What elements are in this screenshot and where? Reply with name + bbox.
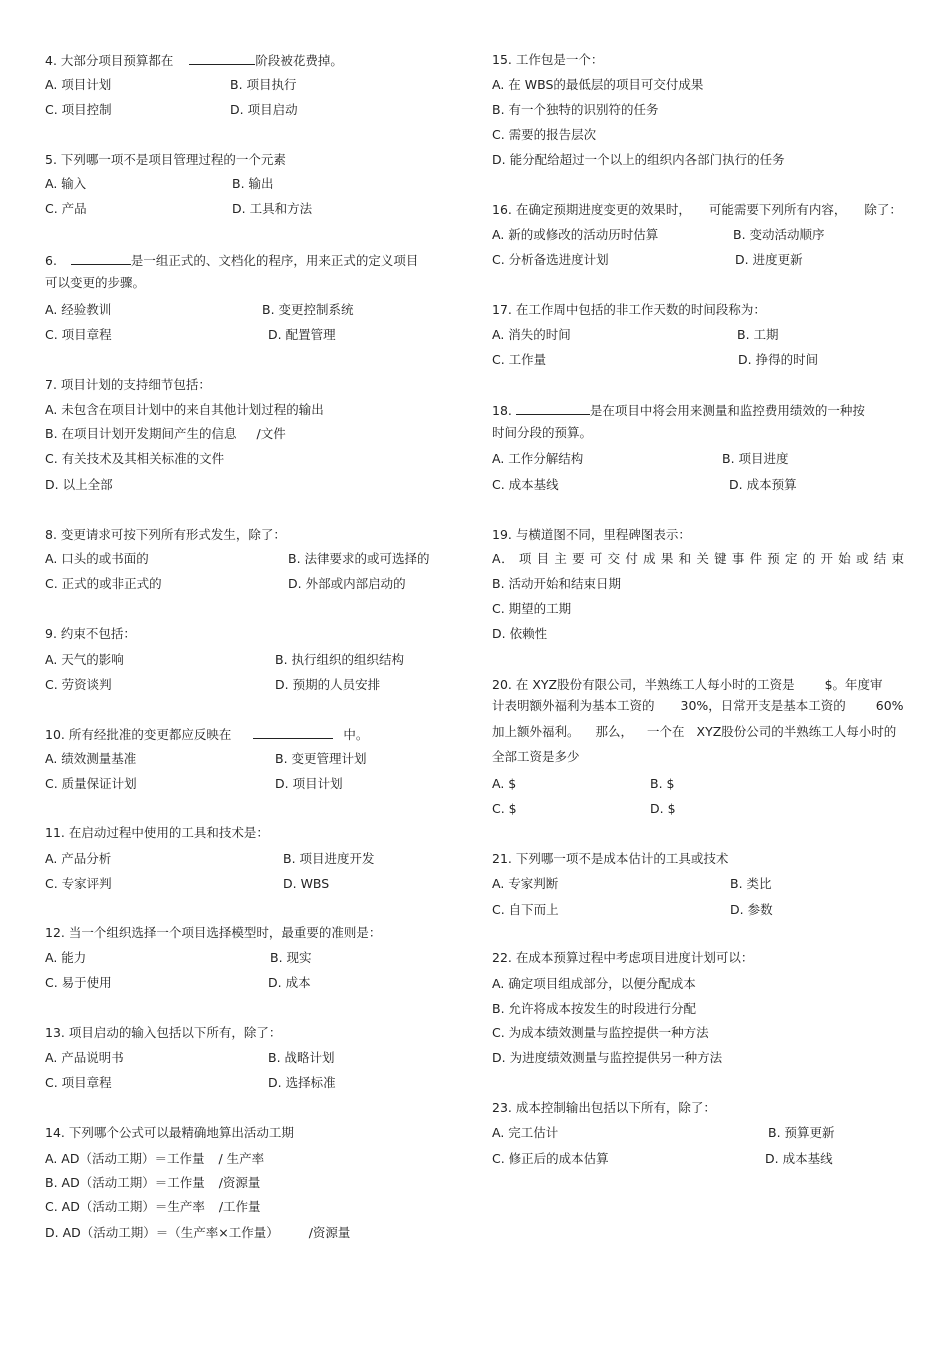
q21-stem: 21. 下列哪一项不是成本估计的工具或技术 — [492, 851, 729, 866]
q13-option-d: D. 选择标准 — [268, 1075, 336, 1090]
q23-option-d: D. 成本基线 — [765, 1151, 833, 1166]
q20-stem-line2-c: 60% — [875, 698, 904, 713]
q8-option-d: D. 外部或内部启动的 — [288, 576, 406, 591]
q6-blank — [71, 252, 131, 265]
q16-option-c: C. 分析备选进度计划 — [492, 252, 609, 267]
q14-option-b-suffix: /资源量 — [218, 1175, 261, 1190]
q12-stem: 12. 当一个组织选择一个项目选择模型时，最重要的准则是： — [45, 925, 382, 940]
q15-option-d: D. 能分配给超过一个以上的组织内各部门执行的任务 — [492, 152, 785, 167]
q6-stem-post: 是一组正式的、文档化的程序，用来正式的定义项目 — [130, 253, 419, 268]
q14-option-d — [45, 1225, 350, 1241]
q10-option-a: A. 绩效测量基准 — [45, 751, 137, 766]
q20-stem-line1-a: 20. 在 XYZ股份有限公司，半熟练工人每小时的工资是 — [492, 677, 795, 692]
q9-option-d: D. 预期的人员安排 — [275, 677, 381, 692]
q14-option-a-text: A. AD（活动工期）＝工作量 — [45, 1151, 205, 1166]
q10-blank — [253, 726, 333, 739]
q21-option-d: D. 参数 — [730, 902, 773, 917]
q14-option-c-suffix: /工作量 — [218, 1199, 261, 1214]
q17-option-c: C. 工作量 — [492, 352, 547, 367]
q7-option-b-suffix: /文件 — [256, 426, 286, 441]
q13-option-a: A. 产品说明书 — [45, 1050, 124, 1065]
q6-stem — [45, 252, 418, 269]
q16-stem — [492, 202, 902, 218]
q8-stem: 8. 变更请求可按下列所有形式发生，除了： — [45, 527, 286, 542]
q11-option-b: B. 项目进度开发 — [283, 851, 375, 866]
q5-option-b: B. 输出 — [232, 176, 274, 191]
q7-option-c: C. 有关技术及其相关标准的文件 — [45, 451, 225, 466]
q4-option-b: B. 项目执行 — [230, 77, 297, 92]
q15-option-b: B. 有一个独特的识别符的任务 — [492, 102, 659, 117]
q20-stem-line2-b: 30%，日常开支是基本工资的 — [680, 698, 846, 713]
q20-stem-line2 — [492, 698, 904, 714]
q5-option-a: A. 输入 — [45, 176, 87, 191]
q18-stem — [492, 402, 865, 419]
q10-stem — [45, 726, 368, 743]
q12-option-a: A. 能力 — [45, 950, 87, 965]
q10-option-c: C. 质量保证计划 — [45, 776, 137, 791]
q6-stem-pre: 6. — [45, 253, 57, 268]
q17-option-d: D. 挣得的时间 — [738, 352, 819, 367]
q11-option-a: A. 产品分析 — [45, 851, 112, 866]
q14-option-a — [45, 1151, 264, 1167]
q14-option-b — [45, 1175, 260, 1191]
q7-option-d: D. 以上全部 — [45, 477, 113, 492]
q16-stem-part2: 可能需要下列所有内容， — [708, 202, 847, 217]
q11-option-c: C. 专家评判 — [45, 876, 112, 891]
q18-option-c: C. 成本基线 — [492, 477, 559, 492]
q20-option-d: D. $ — [650, 801, 676, 816]
q19-option-a: A． 项 目 主 要 可 交 付 成 果 和 关 键 事 件 预 定 的 开 始 或 结 束 — [492, 551, 904, 566]
q14-option-d-suffix: /资源量 — [308, 1225, 351, 1240]
q6-option-b: B. 变更控制系统 — [262, 302, 354, 317]
q22-option-c: C. 为成本绩效测量与监控提供一种方法 — [492, 1025, 709, 1040]
q18-blank — [516, 402, 590, 415]
q21-option-c: C. 自下而上 — [492, 902, 559, 917]
q5-option-d: D. 工具和方法 — [232, 201, 313, 216]
q7-option-a: A. 未包含在项目计划中的来自其他计划过程的输出 — [45, 402, 324, 417]
q10-option-d: D. 项目计划 — [275, 776, 343, 791]
q16-stem-part3: 除了： — [864, 202, 902, 217]
q23-option-c: C. 修正后的成本估算 — [492, 1151, 609, 1166]
q6-option-a: A. 经验教训 — [45, 302, 112, 317]
q11-option-d: D. WBS — [283, 876, 330, 891]
q14-option-c-text: C. AD（活动工期）＝生产率 — [45, 1199, 205, 1214]
q8-option-c: C. 正式的或非正式的 — [45, 576, 162, 591]
q19-option-b: B. 活动开始和结束日期 — [492, 576, 622, 591]
q20-stem-line3-b: 那么， — [595, 724, 634, 739]
q9-option-a: A. 天气的影响 — [45, 652, 124, 667]
q4-blank — [189, 52, 255, 65]
q23-option-a: A. 完工估计 — [492, 1125, 559, 1140]
q4-stem — [45, 52, 343, 69]
q14-option-b-text: B. AD（活动工期）＝工作量 — [45, 1175, 205, 1190]
q20-stem-line3-d: XYZ股份公司的半熟练工人每小时的 — [696, 724, 897, 739]
q10-stem-pre: 10. 所有经批准的变更都应反映在 — [45, 727, 232, 742]
q17-stem: 17. 在工作周中包括的非工作天数的时间段称为： — [492, 302, 766, 317]
q8-option-a: A. 口头的或书面的 — [45, 551, 149, 566]
q10-option-b: B. 变更管理计划 — [275, 751, 367, 766]
q18-option-a: A. 工作分解结构 — [492, 451, 584, 466]
q12-option-d: D. 成本 — [268, 975, 311, 990]
q12-option-b: B. 现实 — [270, 950, 312, 965]
q15-option-a: A. 在 WBS的最低层的项目可交付成果 — [492, 77, 704, 92]
q23-stem: 23. 成本控制输出包括以下所有，除了： — [492, 1100, 716, 1115]
q20-stem-line1-b: $。年度审 — [824, 677, 883, 692]
q18-option-d: D. 成本预算 — [729, 477, 797, 492]
q7-option-b-text: B. 在项目计划开发期间产生的信息 — [45, 426, 237, 441]
q10-stem-post: 中。 — [343, 727, 369, 742]
q5-stem: 5. 下列哪一项不是项目管理过程的一个元素 — [45, 152, 286, 167]
q14-option-a-suffix: / 生产率 — [218, 1151, 265, 1166]
q20-stem-line1 — [492, 677, 883, 693]
q14-stem: 14. 下列哪个公式可以最精确地算出活动工期 — [45, 1125, 294, 1140]
q15-stem: 15. 工作包是一个： — [492, 52, 604, 67]
q6-option-c: C. 项目章程 — [45, 327, 112, 342]
q18-option-b: B. 项目进度 — [722, 451, 789, 466]
q4-option-a: A. 项目计划 — [45, 77, 112, 92]
q20-stem-line3 — [492, 724, 896, 740]
q13-option-b: B. 战略计划 — [268, 1050, 335, 1065]
q20-option-b: B. $ — [650, 776, 675, 791]
q9-option-b: B. 执行组织的组织结构 — [275, 652, 405, 667]
q8-option-b: B. 法律要求的或可选择的 — [288, 551, 430, 566]
q6-stem-continued: 可以变更的步骤。 — [45, 275, 146, 290]
q23-option-b: B. 预算更新 — [768, 1125, 835, 1140]
q16-option-b: B. 变动活动顺序 — [733, 227, 825, 242]
q13-stem: 13. 项目启动的输入包括以下所有，除了： — [45, 1025, 282, 1040]
q18-stem-continued: 时间分段的预算。 — [492, 425, 593, 440]
q15-option-c: C. 需要的报告层次 — [492, 127, 597, 142]
q5-option-c: C. 产品 — [45, 201, 87, 216]
q4-stem-pre: 4. 大部分项目预算都在 — [45, 53, 174, 68]
q20-option-c: C. $ — [492, 801, 517, 816]
q13-option-c: C. 项目章程 — [45, 1075, 112, 1090]
q20-stem-line3-c: 一个在 — [647, 724, 685, 739]
q11-stem: 11. 在启动过程中使用的工具和技术是： — [45, 825, 269, 840]
q7-stem: 7. 项目计划的支持细节包括： — [45, 377, 211, 392]
q20-stem-line4: 全部工资是多少 — [492, 749, 580, 764]
q4-option-d: D. 项目启动 — [230, 102, 298, 117]
q16-option-d: D. 进度更新 — [735, 252, 803, 267]
q21-option-a: A. 专家判断 — [492, 876, 559, 891]
q16-stem-part1: 16. 在确定预期进度变更的效果时， — [492, 202, 691, 217]
q17-option-b: B. 工期 — [737, 327, 779, 342]
q22-option-d: D. 为进度绩效测量与监控提供另一种方法 — [492, 1050, 723, 1065]
q7-option-b — [45, 426, 286, 442]
q19-option-d: D. 依赖性 — [492, 626, 548, 641]
q20-stem-line3-a: 加上额外福利。 — [492, 724, 580, 739]
q9-option-c: C. 劳资谈判 — [45, 677, 112, 692]
q20-option-a: A. $ — [492, 776, 517, 791]
q19-stem: 19. 与横道图不同，里程碑图表示： — [492, 527, 691, 542]
q18-stem-pre: 18. — [492, 403, 512, 418]
q22-option-a: A. 确定项目组成部分，以便分配成本 — [492, 976, 696, 991]
q9-stem: 9. 约束不包括： — [45, 626, 136, 641]
q14-option-c — [45, 1199, 261, 1215]
q20-stem-line2-a: 计表明额外福利为基本工资的 — [492, 698, 655, 713]
q18-stem-post: 是在项目中将会用来测量和监控费用绩效的一种按 — [589, 403, 865, 418]
q22-stem: 22. 在成本预算过程中考虑项目进度计划可以： — [492, 950, 754, 965]
q12-option-c: C. 易于使用 — [45, 975, 112, 990]
q17-option-a: A. 消失的时间 — [492, 327, 571, 342]
q22-option-b: B. 允许将成本按发生的时段进行分配 — [492, 1001, 697, 1016]
q16-option-a: A. 新的或修改的活动历时估算 — [492, 227, 659, 242]
q4-stem-post: 阶段被花费掉。 — [255, 53, 343, 68]
q4-option-c: C. 项目控制 — [45, 102, 112, 117]
q6-option-d: D. 配置管理 — [268, 327, 336, 342]
q21-option-b: B. 类比 — [730, 876, 772, 891]
q19-option-c: C. 期望的工期 — [492, 601, 572, 616]
q14-option-d-text: D. AD（活动工期）＝（生产率×工作量） — [45, 1225, 279, 1240]
